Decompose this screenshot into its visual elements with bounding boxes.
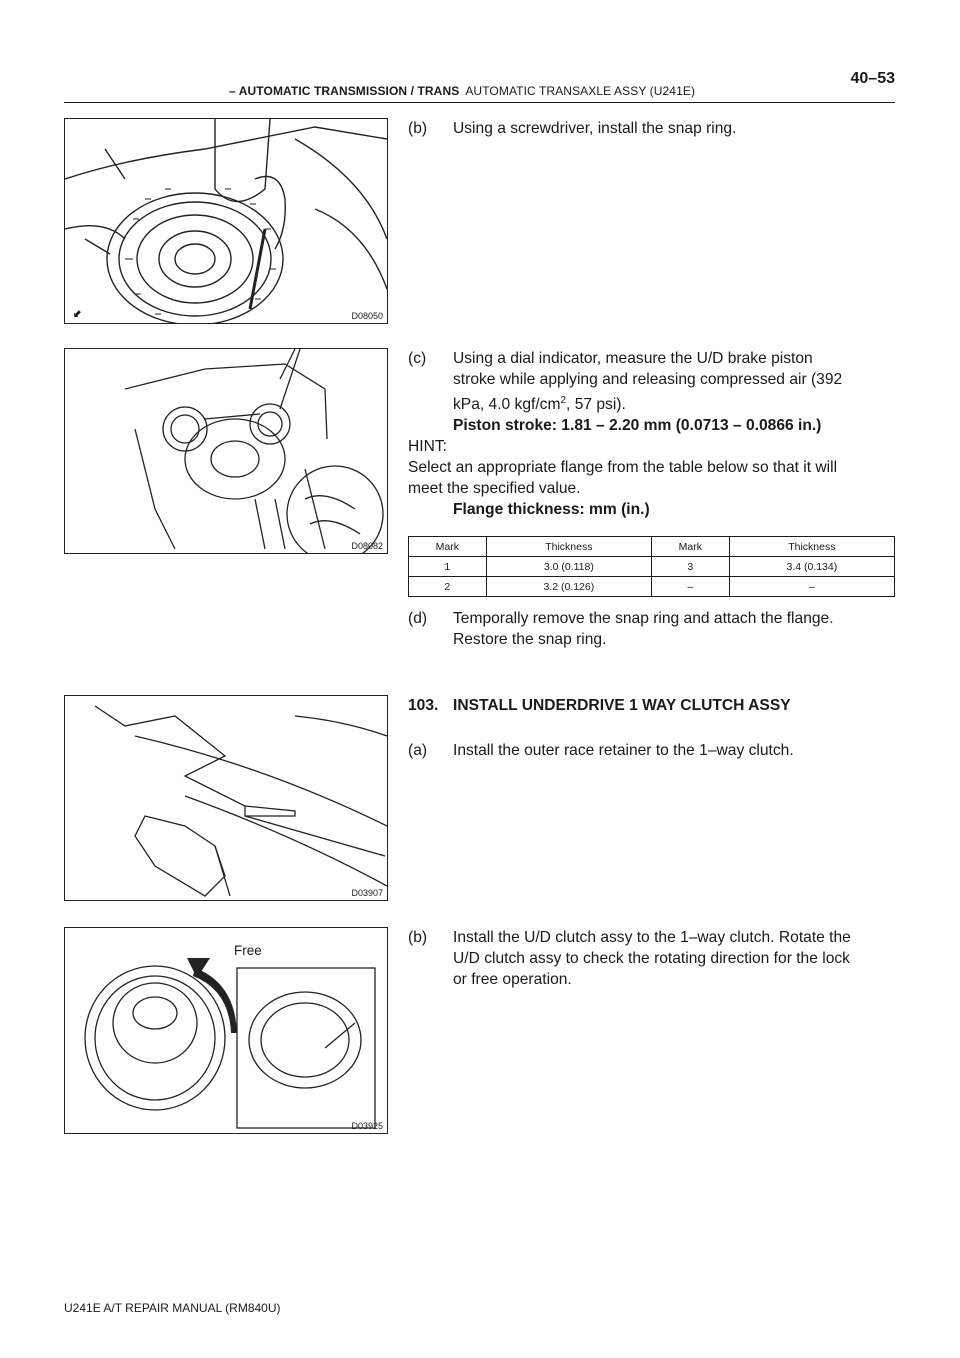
piston-stroke-spec: Piston stroke: 1.81 – 2.20 mm (0.0713 – 0.0866 in.) [453,417,822,435]
step-text: Restore the snap ring. [453,631,607,648]
figure-code: D03907 [351,888,383,898]
step-a-outer-race [408,740,896,761]
header-title [229,84,695,98]
table-cell: – [729,577,894,597]
step-b-ud-clutch [408,927,896,990]
step-text: Using a dial indicator, measure the U/D brake piston [453,350,813,367]
ud-clutch-illustration [65,928,387,1133]
figure-mark-icon: ⬋ [73,309,82,320]
table-cell: 1 [409,557,487,577]
dial-indicator-illustration [65,349,387,553]
table-row [409,557,895,577]
table-header-cell: Mark [409,537,487,557]
step-text: or free operation. [453,971,572,988]
step-103-heading [408,695,896,716]
table-title: Flange thickness: mm (in.) [453,501,650,519]
figure-code: D03925 [351,1121,383,1131]
header-section: – AUTOMATIC TRANSMISSION / TRANS [229,84,460,98]
page-footer: U241E A/T REPAIR MANUAL (RM840U) [64,1301,281,1315]
figure-snap-ring-install [64,118,388,324]
step-label: (b) [408,929,428,946]
table-header-cell: Thickness [729,537,894,557]
figure-outer-race-retainer [64,695,388,901]
step-text: kPa, 4.0 kgf/cm [453,396,561,414]
step-d-flange [408,608,896,650]
step-text: Install the outer race retainer to the 1–way clutch. [453,742,794,759]
figure-code: D08082 [351,541,383,551]
table-cell: 3.0 (0.118) [486,557,651,577]
table-cell: – [651,577,729,597]
step-text: , 57 psi). [566,396,626,414]
step-label: (c) [408,350,427,367]
table-header-row [409,537,895,557]
step-text: U/D clutch assy to check the rotating direction for the lock [453,950,850,967]
outer-race-retainer-illustration [65,696,387,900]
header-subsection: AUTOMATIC TRANSAXLE ASSY (U241E) [465,84,696,98]
hint-text: Select an appropriate flange from the table below so that it will [408,459,838,477]
step-title: INSTALL UNDERDRIVE 1 WAY CLUTCH ASSY [453,697,791,714]
step-text: stroke while applying and releasing compressed air (392 [453,371,843,388]
hint-label: HINT: [408,438,447,456]
table-row [409,577,895,597]
header-rule [64,102,895,103]
figure-dial-indicator [64,348,388,554]
figure-code: D08050 [351,311,383,321]
table-header-cell: Thickness [486,537,651,557]
step-text: Using a screwdriver, install the snap ring. [453,120,737,137]
step-text: Install the U/D clutch assy to the 1–way clutch. Rotate the [453,929,851,946]
table-cell: 2 [409,577,487,597]
step-label: (d) [408,610,428,627]
superscript: 2 [560,395,567,406]
table-cell: 3.4 (0.134) [729,557,894,577]
step-c-dial-indicator [408,348,896,520]
table-cell: 3.2 (0.126) [486,577,651,597]
table-header-cell: Mark [651,537,729,557]
step-label: (b) [408,120,428,137]
snap-ring-illustration [65,119,387,323]
step-label: (a) [408,742,428,759]
step-b-snap-ring [408,118,896,139]
step-text: Temporally remove the snap ring and attach the flange. [453,610,834,627]
page-number: 40–53 [850,70,895,87]
step-number: 103. [408,697,439,714]
page-header [64,70,895,102]
flange-thickness-table [408,536,895,597]
free-label: Free [234,943,262,958]
hint-text: meet the specified value. [408,480,581,498]
table-cell: 3 [651,557,729,577]
figure-ud-clutch-rotation [64,927,388,1134]
